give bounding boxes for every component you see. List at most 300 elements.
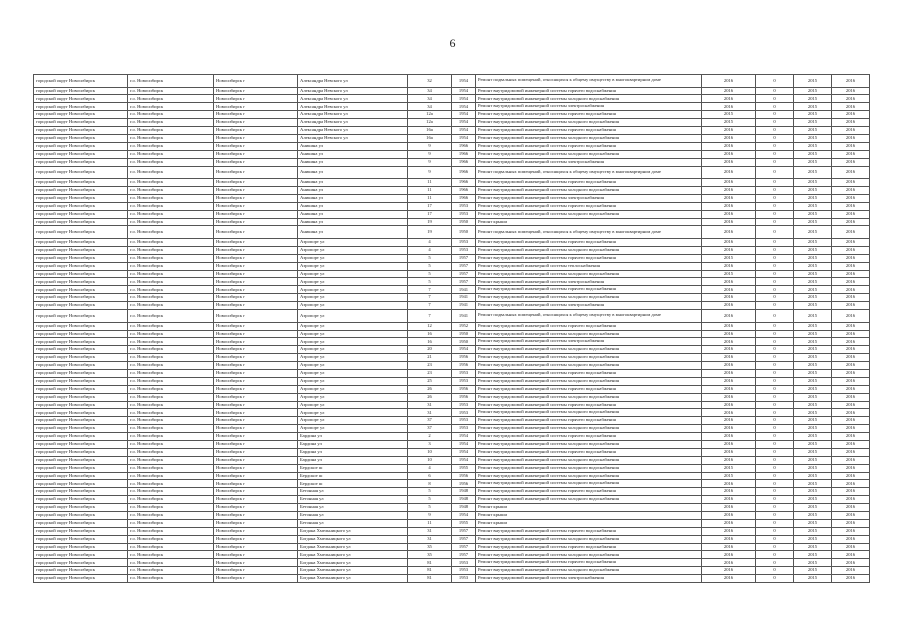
house-number-cell: 9 bbox=[408, 142, 452, 150]
city-cell: Новосибирск г bbox=[214, 158, 298, 166]
quantity-cell: 0 bbox=[756, 246, 794, 254]
district-cell: городской округ Новосибирск bbox=[34, 551, 128, 559]
plan-year-cell: 2015 bbox=[702, 111, 756, 119]
table-row bbox=[34, 254, 870, 262]
settlement-cell: г.о. Новосибирск bbox=[128, 254, 214, 262]
street-cell: Бардина ул bbox=[298, 433, 408, 441]
settlement-cell: г.о. Новосибирск bbox=[128, 567, 214, 575]
start-year-cell: 2015 bbox=[794, 166, 832, 179]
table-row bbox=[34, 504, 870, 512]
table-row bbox=[34, 362, 870, 370]
end-year-cell: 2016 bbox=[832, 527, 870, 535]
plan-year-cell: 2016 bbox=[702, 262, 756, 270]
table-row bbox=[34, 441, 870, 449]
settlement-cell: г.о. Новосибирск bbox=[128, 385, 214, 393]
table-row bbox=[34, 567, 870, 575]
end-year-cell: 2016 bbox=[832, 393, 870, 401]
district-cell: городской округ Новосибирск bbox=[34, 567, 128, 575]
street-cell: Бетонная ул bbox=[298, 504, 408, 512]
build-year-cell: 1953 bbox=[452, 202, 476, 210]
table-row bbox=[34, 322, 870, 330]
start-year-cell: 2015 bbox=[794, 417, 832, 425]
settlement-cell: г.о. Новосибирск bbox=[128, 103, 214, 111]
city-cell: Новосибирск г bbox=[214, 150, 298, 158]
plan-year-cell: 2016 bbox=[702, 543, 756, 551]
district-cell: городской округ Новосибирск bbox=[34, 543, 128, 551]
work-type-cell: Ремонт внутридомовой инженерной системы горячего водоснабжения bbox=[476, 127, 702, 135]
city-cell: Новосибирск г bbox=[214, 480, 298, 488]
end-year-cell: 2016 bbox=[832, 369, 870, 377]
start-year-cell: 2015 bbox=[794, 127, 832, 135]
settlement-cell: г.о. Новосибирск bbox=[128, 448, 214, 456]
work-type-cell: Ремонт внутридомовой инженерной системы горячего водоснабжения bbox=[476, 401, 702, 409]
table-row bbox=[34, 543, 870, 551]
work-type-cell: Ремонт внутридомовой инженерной системы горячего водоснабжения bbox=[476, 142, 702, 150]
start-year-cell: 2015 bbox=[794, 425, 832, 433]
table-row bbox=[34, 246, 870, 254]
work-type-cell: Ремонт подвальных помещений, относящихся к общему имуществу в многоквартирном доме bbox=[476, 166, 702, 179]
quantity-cell: 0 bbox=[756, 417, 794, 425]
plan-year-cell: 2016 bbox=[702, 239, 756, 247]
district-cell: городской округ Новосибирск bbox=[34, 496, 128, 504]
work-type-cell: Ремонт подвальных помещений, относящихся к общему имуществу в многоквартирном доме bbox=[476, 75, 702, 88]
city-cell: Новосибирск г bbox=[214, 401, 298, 409]
plan-year-cell: 2015 bbox=[702, 254, 756, 262]
district-cell: городской округ Новосибирск bbox=[34, 354, 128, 362]
house-number-cell: 34 bbox=[408, 87, 452, 95]
settlement-cell: г.о. Новосибирск bbox=[128, 464, 214, 472]
plan-year-cell: 2016 bbox=[702, 158, 756, 166]
city-cell: Новосибирск г bbox=[214, 504, 298, 512]
work-type-cell: Ремонт внутридомовой инженерной системы горячего водоснабжения bbox=[476, 433, 702, 441]
start-year-cell: 2015 bbox=[794, 567, 832, 575]
district-cell: городской округ Новосибирск bbox=[34, 119, 128, 127]
plan-year-cell: 2016 bbox=[702, 417, 756, 425]
plan-year-cell: 2016 bbox=[702, 480, 756, 488]
build-year-cell: 1954 bbox=[452, 103, 476, 111]
district-cell: городской округ Новосибирск bbox=[34, 278, 128, 286]
build-year-cell: 1950 bbox=[452, 218, 476, 226]
table-row bbox=[34, 150, 870, 158]
build-year-cell: 1956 bbox=[452, 354, 476, 362]
build-year-cell: 1957 bbox=[452, 535, 476, 543]
work-type-cell: Ремонт внутридомовой инженерной системы холодного водоснабжения bbox=[476, 464, 702, 472]
district-cell: городской округ Новосибирск bbox=[34, 559, 128, 567]
city-cell: Новосибирск г bbox=[214, 543, 298, 551]
end-year-cell: 2016 bbox=[832, 278, 870, 286]
settlement-cell: г.о. Новосибирск bbox=[128, 179, 214, 187]
street-cell: Аэропорт ул bbox=[298, 362, 408, 370]
end-year-cell: 2016 bbox=[832, 322, 870, 330]
end-year-cell: 2016 bbox=[832, 111, 870, 119]
city-cell: Новосибирск г bbox=[214, 194, 298, 202]
house-number-cell: 16а bbox=[408, 127, 452, 135]
house-number-cell: 3 bbox=[408, 441, 452, 449]
start-year-cell: 2015 bbox=[794, 87, 832, 95]
end-year-cell: 2016 bbox=[832, 270, 870, 278]
settlement-cell: г.о. Новосибирск bbox=[128, 575, 214, 583]
plan-year-cell: 2016 bbox=[702, 369, 756, 377]
plan-year-cell: 2016 bbox=[702, 559, 756, 567]
street-cell: Богдана Хмельницкого ул bbox=[298, 551, 408, 559]
plan-year-cell: 2016 bbox=[702, 362, 756, 370]
street-cell: Александра Невского ул bbox=[298, 111, 408, 119]
quantity-cell: 0 bbox=[756, 111, 794, 119]
end-year-cell: 2016 bbox=[832, 330, 870, 338]
house-number-cell: 31 bbox=[408, 401, 452, 409]
quantity-cell: 0 bbox=[756, 354, 794, 362]
street-cell: Аникина ул bbox=[298, 186, 408, 194]
end-year-cell: 2016 bbox=[832, 519, 870, 527]
plan-year-cell: 2016 bbox=[702, 302, 756, 310]
table-row bbox=[34, 302, 870, 310]
street-cell: Бардина ул bbox=[298, 441, 408, 449]
plan-year-cell: 2016 bbox=[702, 393, 756, 401]
end-year-cell: 2016 bbox=[832, 239, 870, 247]
plan-year-cell: 2016 bbox=[702, 226, 756, 239]
plan-year-cell: 2016 bbox=[702, 294, 756, 302]
build-year-cell: 1953 bbox=[452, 239, 476, 247]
city-cell: Новосибирск г bbox=[214, 286, 298, 294]
start-year-cell: 2015 bbox=[794, 103, 832, 111]
street-cell: Александра Невского ул bbox=[298, 134, 408, 142]
settlement-cell: г.о. Новосибирск bbox=[128, 142, 214, 150]
district-cell: городской округ Новосибирск bbox=[34, 166, 128, 179]
build-year-cell: 1956 bbox=[452, 393, 476, 401]
district-cell: городской округ Новосибирск bbox=[34, 194, 128, 202]
start-year-cell: 2015 bbox=[794, 527, 832, 535]
build-year-cell: 1956 bbox=[452, 480, 476, 488]
end-year-cell: 2016 bbox=[832, 441, 870, 449]
work-type-cell: Ремонт внутридомовой инженерной системы холодного водоснабжения bbox=[476, 246, 702, 254]
quantity-cell: 0 bbox=[756, 322, 794, 330]
house-number-cell: 11 bbox=[408, 519, 452, 527]
work-type-cell: Ремонт внутридомовой инженерной системы холодного водоснабжения bbox=[476, 270, 702, 278]
city-cell: Новосибирск г bbox=[214, 87, 298, 95]
table-body bbox=[34, 75, 870, 583]
table-row bbox=[34, 103, 870, 111]
quantity-cell: 0 bbox=[756, 441, 794, 449]
repair-schedule-table bbox=[33, 74, 870, 583]
street-cell: Бердское ш bbox=[298, 464, 408, 472]
district-cell: городской округ Новосибирск bbox=[34, 87, 128, 95]
end-year-cell: 2016 bbox=[832, 575, 870, 583]
plan-year-cell: 2016 bbox=[702, 409, 756, 417]
district-cell: городской округ Новосибирск bbox=[34, 535, 128, 543]
build-year-cell: 1954 bbox=[452, 448, 476, 456]
quantity-cell: 0 bbox=[756, 278, 794, 286]
street-cell: Аэропорт ул bbox=[298, 262, 408, 270]
table-row bbox=[34, 448, 870, 456]
street-cell: Аэропорт ул bbox=[298, 417, 408, 425]
city-cell: Новосибирск г bbox=[214, 103, 298, 111]
city-cell: Новосибирск г bbox=[214, 278, 298, 286]
work-type-cell: Ремонт внутридомовой инженерной системы горячего водоснабжения bbox=[476, 111, 702, 119]
street-cell: Аэропорт ул bbox=[298, 239, 408, 247]
plan-year-cell: 2016 bbox=[702, 278, 756, 286]
start-year-cell: 2015 bbox=[794, 464, 832, 472]
end-year-cell: 2016 bbox=[832, 142, 870, 150]
build-year-cell: 1966 bbox=[452, 158, 476, 166]
house-number-cell: 34 bbox=[408, 95, 452, 103]
quantity-cell: 0 bbox=[756, 103, 794, 111]
end-year-cell: 2016 bbox=[832, 210, 870, 218]
start-year-cell: 2015 bbox=[794, 226, 832, 239]
quantity-cell: 0 bbox=[756, 179, 794, 187]
quantity-cell: 0 bbox=[756, 286, 794, 294]
table-row bbox=[34, 393, 870, 401]
street-cell: Аникина ул bbox=[298, 194, 408, 202]
end-year-cell: 2016 bbox=[832, 496, 870, 504]
settlement-cell: г.о. Новосибирск bbox=[128, 226, 214, 239]
street-cell: Александра Невского ул bbox=[298, 95, 408, 103]
start-year-cell: 2015 bbox=[794, 488, 832, 496]
settlement-cell: г.о. Новосибирск bbox=[128, 551, 214, 559]
city-cell: Новосибирск г bbox=[214, 551, 298, 559]
build-year-cell: 1941 bbox=[452, 294, 476, 302]
quantity-cell: 0 bbox=[756, 346, 794, 354]
work-type-cell: Ремонт внутридомовой инженерной системы электроснабжения bbox=[476, 194, 702, 202]
start-year-cell: 2015 bbox=[794, 262, 832, 270]
quantity-cell: 0 bbox=[756, 472, 794, 480]
work-type-cell: Ремонт внутридомовой инженерной системы холодного водоснабжения bbox=[476, 535, 702, 543]
table-row bbox=[34, 286, 870, 294]
table-row bbox=[34, 194, 870, 202]
city-cell: Новосибирск г bbox=[214, 393, 298, 401]
quantity-cell: 0 bbox=[756, 448, 794, 456]
end-year-cell: 2016 bbox=[832, 425, 870, 433]
start-year-cell: 2015 bbox=[794, 448, 832, 456]
end-year-cell: 2016 bbox=[832, 218, 870, 226]
city-cell: Новосибирск г bbox=[214, 362, 298, 370]
quantity-cell: 0 bbox=[756, 75, 794, 88]
build-year-cell: 1957 bbox=[452, 270, 476, 278]
start-year-cell: 2015 bbox=[794, 150, 832, 158]
quantity-cell: 0 bbox=[756, 186, 794, 194]
plan-year-cell: 2016 bbox=[702, 218, 756, 226]
build-year-cell: 1957 bbox=[452, 262, 476, 270]
quantity-cell: 0 bbox=[756, 433, 794, 441]
work-type-cell: Ремонт внутридомовой инженерной системы горячего водоснабжения bbox=[476, 488, 702, 496]
district-cell: городской округ Новосибирск bbox=[34, 202, 128, 210]
table-row bbox=[34, 218, 870, 226]
end-year-cell: 2016 bbox=[832, 202, 870, 210]
house-number-cell: 9 bbox=[408, 166, 452, 179]
plan-year-cell: 2016 bbox=[702, 512, 756, 520]
street-cell: Аэропорт ул bbox=[298, 346, 408, 354]
build-year-cell: 1966 bbox=[452, 194, 476, 202]
city-cell: Новосибирск г bbox=[214, 369, 298, 377]
start-year-cell: 2015 bbox=[794, 142, 832, 150]
settlement-cell: г.о. Новосибирск bbox=[128, 377, 214, 385]
work-type-cell: Ремонт внутридомовой инженерной системы горячего водоснабжения bbox=[476, 179, 702, 187]
table-row bbox=[34, 111, 870, 119]
district-cell: городской округ Новосибирск bbox=[34, 310, 128, 323]
house-number-cell: 5 bbox=[408, 496, 452, 504]
table-row bbox=[34, 346, 870, 354]
city-cell: Новосибирск г bbox=[214, 179, 298, 187]
district-cell: городской округ Новосибирск bbox=[34, 480, 128, 488]
settlement-cell: г.о. Новосибирск bbox=[128, 401, 214, 409]
street-cell: Аэропорт ул bbox=[298, 401, 408, 409]
plan-year-cell: 2016 bbox=[702, 338, 756, 346]
settlement-cell: г.о. Новосибирск bbox=[128, 210, 214, 218]
city-cell: Новосибирск г bbox=[214, 354, 298, 362]
settlement-cell: г.о. Новосибирск bbox=[128, 346, 214, 354]
quantity-cell: 0 bbox=[756, 480, 794, 488]
table-row bbox=[34, 425, 870, 433]
start-year-cell: 2015 bbox=[794, 186, 832, 194]
street-cell: Аникина ул bbox=[298, 179, 408, 187]
start-year-cell: 2015 bbox=[794, 322, 832, 330]
city-cell: Новосибирск г bbox=[214, 575, 298, 583]
district-cell: городской округ Новосибирск bbox=[34, 210, 128, 218]
quantity-cell: 0 bbox=[756, 425, 794, 433]
city-cell: Новосибирск г bbox=[214, 111, 298, 119]
house-number-cell: 23 bbox=[408, 362, 452, 370]
house-number-cell: 10 bbox=[408, 448, 452, 456]
end-year-cell: 2016 bbox=[832, 456, 870, 464]
start-year-cell: 2015 bbox=[794, 385, 832, 393]
district-cell: городской округ Новосибирск bbox=[34, 246, 128, 254]
build-year-cell: 1954 bbox=[452, 346, 476, 354]
house-number-cell: 16 bbox=[408, 338, 452, 346]
settlement-cell: г.о. Новосибирск bbox=[128, 338, 214, 346]
quantity-cell: 0 bbox=[756, 330, 794, 338]
plan-year-cell: 2016 bbox=[702, 456, 756, 464]
table-row bbox=[34, 338, 870, 346]
start-year-cell: 2015 bbox=[794, 369, 832, 377]
city-cell: Новосибирск г bbox=[214, 202, 298, 210]
district-cell: городской округ Новосибирск bbox=[34, 179, 128, 187]
city-cell: Новосибирск г bbox=[214, 488, 298, 496]
table-row bbox=[34, 472, 870, 480]
settlement-cell: г.о. Новосибирск bbox=[128, 441, 214, 449]
start-year-cell: 2015 bbox=[794, 338, 832, 346]
build-year-cell: 1954 bbox=[452, 512, 476, 520]
plan-year-cell: 2016 bbox=[702, 519, 756, 527]
settlement-cell: г.о. Новосибирск bbox=[128, 496, 214, 504]
work-type-cell: Ремонт крыши bbox=[476, 504, 702, 512]
street-cell: Бетонная ул bbox=[298, 496, 408, 504]
city-cell: Новосибирск г bbox=[214, 559, 298, 567]
end-year-cell: 2016 bbox=[832, 254, 870, 262]
quantity-cell: 0 bbox=[756, 551, 794, 559]
start-year-cell: 2015 bbox=[794, 472, 832, 480]
end-year-cell: 2016 bbox=[832, 377, 870, 385]
settlement-cell: г.о. Новосибирск bbox=[128, 417, 214, 425]
build-year-cell: 1954 bbox=[452, 75, 476, 88]
start-year-cell: 2015 bbox=[794, 496, 832, 504]
district-cell: городской округ Новосибирск bbox=[34, 448, 128, 456]
street-cell: Аэропорт ул bbox=[298, 278, 408, 286]
build-year-cell: 1948 bbox=[452, 488, 476, 496]
plan-year-cell: 2016 bbox=[702, 310, 756, 323]
settlement-cell: г.о. Новосибирск bbox=[128, 354, 214, 362]
table-row bbox=[34, 95, 870, 103]
house-number-cell: 4 bbox=[408, 246, 452, 254]
plan-year-cell: 2016 bbox=[702, 567, 756, 575]
district-cell: городской округ Новосибирск bbox=[34, 417, 128, 425]
build-year-cell: 1953 bbox=[452, 559, 476, 567]
plan-year-cell: 2016 bbox=[702, 535, 756, 543]
work-type-cell: Ремонт внутридомовой инженерной системы электроснабжения bbox=[476, 575, 702, 583]
house-number-cell: 7 bbox=[408, 302, 452, 310]
plan-year-cell: 2015 bbox=[702, 270, 756, 278]
plan-year-cell: 2015 bbox=[702, 464, 756, 472]
table-row bbox=[34, 75, 870, 88]
district-cell: городской округ Новосибирск bbox=[34, 385, 128, 393]
work-type-cell: Ремонт внутридомовой инженерной системы холодного водоснабжения bbox=[476, 362, 702, 370]
quantity-cell: 0 bbox=[756, 218, 794, 226]
street-cell: Аэропорт ул bbox=[298, 246, 408, 254]
start-year-cell: 2015 bbox=[794, 286, 832, 294]
street-cell: Аэропорт ул bbox=[298, 338, 408, 346]
start-year-cell: 2015 bbox=[794, 218, 832, 226]
house-number-cell: 31 bbox=[408, 527, 452, 535]
end-year-cell: 2016 bbox=[832, 354, 870, 362]
work-type-cell: Ремонт внутридомовой инженерной системы холодного водоснабжения bbox=[476, 472, 702, 480]
quantity-cell: 0 bbox=[756, 464, 794, 472]
quantity-cell: 0 bbox=[756, 504, 794, 512]
street-cell: Аэропорт ул bbox=[298, 302, 408, 310]
city-cell: Новосибирск г bbox=[214, 302, 298, 310]
plan-year-cell: 2016 bbox=[702, 127, 756, 135]
start-year-cell: 2015 bbox=[794, 480, 832, 488]
build-year-cell: 1966 bbox=[452, 166, 476, 179]
settlement-cell: г.о. Новосибирск bbox=[128, 535, 214, 543]
quantity-cell: 0 bbox=[756, 385, 794, 393]
house-number-cell: 17 bbox=[408, 210, 452, 218]
street-cell: Александра Невского ул bbox=[298, 127, 408, 135]
start-year-cell: 2015 bbox=[794, 504, 832, 512]
house-number-cell: 17 bbox=[408, 202, 452, 210]
quantity-cell: 0 bbox=[756, 377, 794, 385]
work-type-cell: Ремонт внутридомовой инженерной системы горячего водоснабжения bbox=[476, 254, 702, 262]
table-row bbox=[34, 294, 870, 302]
quantity-cell: 0 bbox=[756, 142, 794, 150]
end-year-cell: 2016 bbox=[832, 551, 870, 559]
street-cell: Богдана Хмельницкого ул bbox=[298, 575, 408, 583]
settlement-cell: г.о. Новосибирск bbox=[128, 186, 214, 194]
build-year-cell: 1953 bbox=[452, 425, 476, 433]
district-cell: городской округ Новосибирск bbox=[34, 218, 128, 226]
city-cell: Новосибирск г bbox=[214, 142, 298, 150]
plan-year-cell: 2016 bbox=[702, 194, 756, 202]
work-type-cell: Ремонт внутридомовой инженерной системы холодного водоснабжения bbox=[476, 150, 702, 158]
start-year-cell: 2015 bbox=[794, 362, 832, 370]
city-cell: Новосибирск г bbox=[214, 535, 298, 543]
quantity-cell: 0 bbox=[756, 310, 794, 323]
end-year-cell: 2016 bbox=[832, 226, 870, 239]
city-cell: Новосибирск г bbox=[214, 330, 298, 338]
plan-year-cell: 2016 bbox=[702, 448, 756, 456]
district-cell: городской округ Новосибирск bbox=[34, 330, 128, 338]
house-number-cell: 81 bbox=[408, 575, 452, 583]
house-number-cell: 34 bbox=[408, 103, 452, 111]
city-cell: Новосибирск г bbox=[214, 127, 298, 135]
quantity-cell: 0 bbox=[756, 194, 794, 202]
district-cell: городской округ Новосибирск bbox=[34, 527, 128, 535]
house-number-cell: 9 bbox=[408, 150, 452, 158]
city-cell: Новосибирск г bbox=[214, 417, 298, 425]
work-type-cell: Ремонт подвальных помещений, относящихся к общему имуществу в многоквартирном доме bbox=[476, 310, 702, 323]
quantity-cell: 0 bbox=[756, 369, 794, 377]
plan-year-cell: 2016 bbox=[702, 385, 756, 393]
street-cell: Александра Невского ул bbox=[298, 103, 408, 111]
build-year-cell: 1941 bbox=[452, 302, 476, 310]
street-cell: Аэропорт ул bbox=[298, 330, 408, 338]
